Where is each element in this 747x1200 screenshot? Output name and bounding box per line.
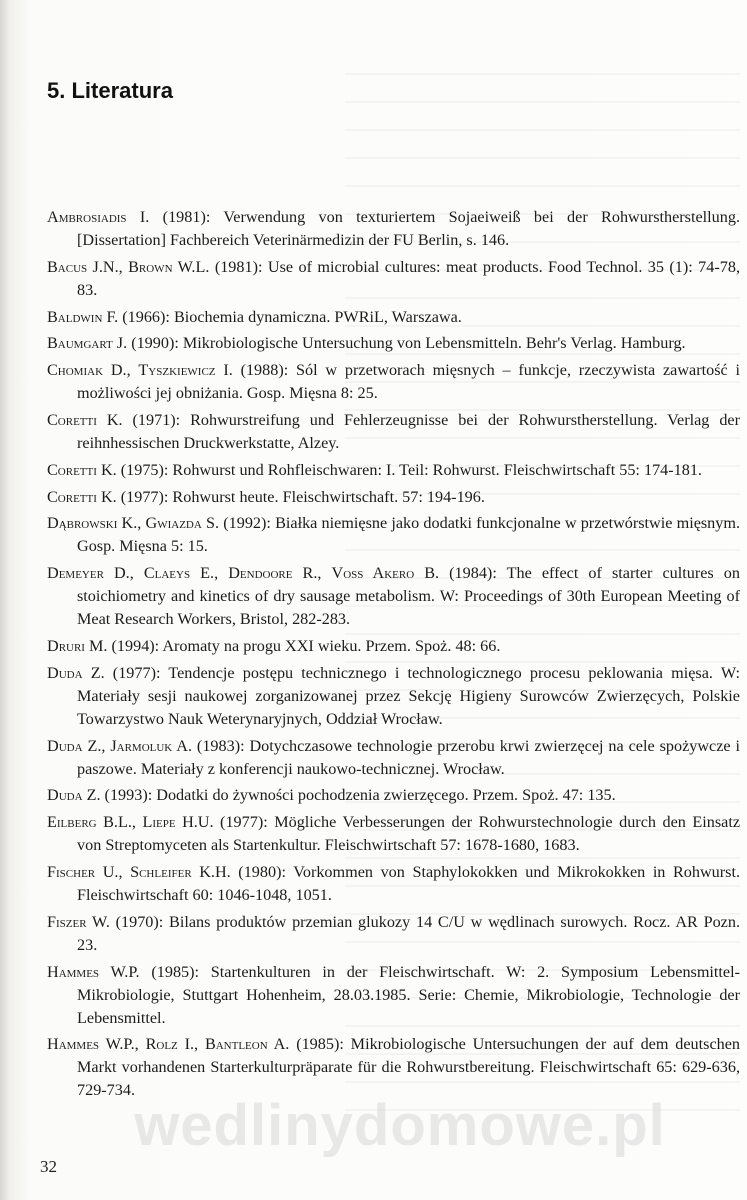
reference-author: Coretti: [47, 410, 97, 429]
site-watermark: wedlinydomowe.pl: [134, 1093, 666, 1158]
reference-author: Coretti: [47, 460, 97, 479]
reference-author: Brown: [128, 257, 173, 276]
reference-text: K. (1971): Rohwurstreifung und Fehlerzeugnisse bei der Rohwurstherstellung. Verlag der reihnhessischen Druckwerkstatte, Alzey.: [77, 410, 740, 452]
reference-author: Eilberg: [47, 813, 97, 832]
reference-author: Chomiak: [47, 361, 104, 380]
reference-text: B. (1984): The effect of starter cultures on stoichiometry and kinetics of dry sausage metabolism. W: Proceedings of 30th European Meeting of Meat Research Workers, Bristol, 282-283.: [77, 564, 740, 629]
reference-text: W. (1970): Bilans produktów przemian glukozy 14 C/U w wędlinach surowych. Rocz. AR Pozn. 23.: [77, 912, 740, 954]
reference-author: Baumgart: [47, 334, 113, 353]
reference-text: I. (1988): Sól w przetworach mięsnych – funkcje, rzeczywista zawartość i możliwości jej obniżania. Gosp. Mięsna 8: 25.: [77, 361, 740, 403]
reference-text: M. (1994): Aromaty na progu XXI wieku. Przem. Spoż. 48: 66.: [84, 636, 501, 655]
reference-item: [47, 961, 740, 1030]
reference-author: Liepe: [142, 813, 176, 832]
reference-item: [47, 662, 740, 731]
reference-item: [47, 306, 740, 329]
reference-author: Demeyer: [47, 564, 104, 583]
reference-author: Bantleon: [204, 1035, 268, 1054]
reference-author: Claeys: [143, 564, 191, 583]
reference-author: Hammes: [47, 962, 100, 981]
section-heading: 5. Literatura: [47, 78, 173, 103]
reference-author: Ambrosiadis: [47, 208, 127, 226]
reference-item: [47, 359, 740, 405]
reference-text: Z.,: [82, 736, 111, 755]
reference-text: E.,: [190, 564, 229, 583]
reference-text: K. (1977): Rohwurst heute. Fleischwirtschaft. 57: 194-196.: [96, 487, 485, 506]
reference-item: [47, 735, 740, 781]
page-number: 32: [40, 1157, 57, 1176]
reference-text: W.L. (1981): Use of microbial cultures: meat products. Food Technol. 35 (1): 74-78, 83.: [77, 257, 740, 299]
reference-author: Bacus: [47, 257, 88, 276]
reference-item: [47, 256, 740, 302]
reference-item: [47, 332, 740, 355]
reference-item: [47, 459, 740, 482]
reference-text: K.,: [117, 514, 146, 533]
reference-author: Fiszer: [47, 912, 87, 931]
reference-author: Duda: [47, 663, 83, 682]
reference-author: Dendoore: [228, 564, 293, 583]
reference-text: I. (1981): Verwendung von texturiertem Sojaeiweiß bei der Rohwurstherstellung. [Dissertation] Fachbereich Veterinärmedizin der FU Berlin, s. 146.: [77, 208, 740, 249]
reference-item: [47, 486, 740, 509]
reference-text: D.,: [103, 564, 144, 583]
reference-text: H.U. (1977): Mögliche Verbesserungen der Rohwurstechnologie durch den Einsatz von Streptomyceten als Startenkultur. Fleischwirtschaft 57: 1678-1680, 1683.: [77, 813, 740, 855]
reference-author: Jarmoluk: [110, 736, 173, 755]
reference-text: A. (1983): Dotychczasowe technologie przerobu krwi zwierzęcej na cele spożywcze i paszowe. Materiały z konferencji naukowo-technicznej. Wrocław.: [77, 736, 740, 778]
reference-item: [47, 861, 740, 907]
reference-item: [47, 911, 740, 957]
reference-author: Duda: [47, 786, 83, 805]
reference-author: Baldwin: [47, 307, 103, 326]
reference-author: Hammes: [47, 1035, 100, 1054]
reference-author: Duda: [47, 736, 83, 755]
reference-text: A. (1985): Mikrobiologische Untersuchungen der auf dem deutschen Markt vorhandenen Starterkulturpräparate für die Rohwurstbereitung. Fleischwirtschaft 65: 629-636, 729-734.: [77, 1035, 740, 1100]
reference-item: [47, 562, 740, 631]
reference-text: F. (1966): Biochemia dynamiczna. PWRiL, Warszawa.: [102, 307, 462, 326]
reference-list: [47, 206, 740, 1106]
reference-text: R.,: [292, 564, 332, 583]
reference-text: W.P.,: [99, 1035, 146, 1054]
reference-item: [47, 635, 740, 658]
reference-text: K.H. (1980): Vorkommen von Staphylokokken und Mikrokokken in Rohwurst. Fleischwirtschaft 60: 1046-1048, 1051.: [77, 862, 740, 904]
reference-author: Schleifer: [130, 862, 192, 881]
reference-text: W.P. (1985): Startenkulturen in der Fleischwirtschaft. W: 2. Symposium Lebensmittel-Mikrobiologie, Stuttgart Hohenheim, 28.03.1985. Serie: Chemie, Mikrobiologie, Technologie der Lebensmittel.: [77, 962, 740, 1027]
reference-text: B.L.,: [96, 813, 143, 832]
reference-author: Druri: [47, 636, 85, 655]
reference-author: Gwiazda: [145, 514, 202, 533]
reference-author: Rolz: [145, 1035, 178, 1054]
reference-text: I.,: [177, 1035, 205, 1054]
reference-author: Coretti: [47, 487, 97, 506]
reference-item: [47, 811, 740, 857]
reference-item: [47, 784, 740, 807]
reference-text: S. (1992): Białka niemięsne jako dodatki funkcjonalne w przetwórstwie mięsnym. Gosp. Mięsna 5: 15.: [77, 514, 740, 556]
reference-text: Z. (1977): Tendencje postępu technicznego i technologicznego procesu peklowania mięsa. W: Materiały sesji naukowej zorganizowanej przez Sekcję Higieny Surowców Zwierzęcych, Polskie Towarzystwo Nauk Weterynaryjnych, Oddział Wrocław.: [77, 663, 740, 728]
reference-text: J. (1990): Mikrobiologische Untersuchung von Lebensmitteln. Behr's Verlag. Hamburg.: [112, 334, 686, 353]
reference-text: J.N.,: [87, 257, 129, 276]
reference-author: Voss Akero: [331, 564, 415, 583]
reference-item: [47, 206, 740, 252]
reference-text: Z. (1993): Dodatki do żywności pochodzenia zwierzęcego. Przem. Spoż. 47: 135.: [82, 786, 616, 805]
reference-item: [47, 409, 740, 455]
reference-item: [47, 512, 740, 558]
reference-text: U.,: [95, 862, 131, 881]
reference-author: Fischer: [47, 862, 96, 881]
reference-text: K. (1975): Rohwurst und Rohfleischwaren: I. Teil: Rohwurst. Fleischwirtschaft 55: 174-181.: [96, 460, 702, 479]
reference-text: D.,: [103, 361, 139, 380]
reference-author: Dąbrowski: [47, 514, 118, 533]
reference-author: Tyszkiewicz: [138, 361, 216, 380]
